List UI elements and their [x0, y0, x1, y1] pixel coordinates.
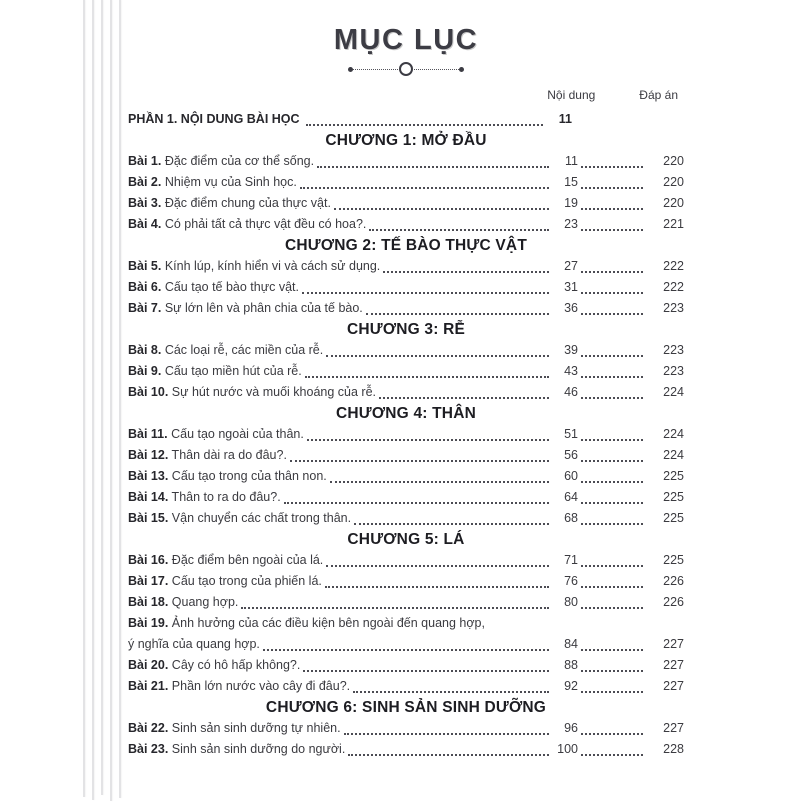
dot-leader: [241, 607, 549, 609]
toc-row: [128, 298, 684, 319]
toc-row: [128, 151, 684, 172]
toc-row: [128, 424, 684, 445]
toc-item-label: Bài 20.: [128, 658, 169, 672]
content-page-number: 92: [564, 679, 578, 693]
toc-item-title: Ảnh hưởng của các điều kiện bên ngoài đến quang hợp,: [168, 616, 485, 630]
title-divider: [348, 63, 464, 75]
divider-line: [353, 69, 398, 70]
content-page-number: 43: [564, 364, 578, 378]
dot-leader: [581, 208, 643, 210]
column-header-content: Nội dung: [547, 88, 596, 102]
divider-dot-icon: [459, 67, 464, 72]
toc-row: [128, 571, 684, 592]
content-page-number: 27: [564, 259, 578, 273]
toc-item-title: Thân to ra do đâu?.: [168, 490, 281, 504]
dot-leader: [581, 460, 643, 462]
toc-item-title: Đặc điểm bên ngoài của lá.: [168, 553, 324, 567]
content-page-number: 96: [564, 721, 578, 735]
toc-item-title: ý nghĩa của quang hợp.: [128, 637, 260, 651]
dot-leader: [306, 124, 543, 126]
dot-leader: [581, 733, 643, 735]
toc-item-label: Bài 17.: [128, 574, 169, 588]
page-edge-line: [119, 0, 121, 798]
content-page-number: 11: [558, 112, 572, 126]
toc-item-label: Bài 5.: [128, 259, 162, 273]
toc-item-title: Vận chuyển các chất trong thân.: [168, 511, 352, 525]
dot-leader: [325, 586, 549, 588]
answer-page-number: 223: [663, 301, 684, 315]
toc-row: [128, 193, 684, 214]
toc-item-title: Sinh sản sinh dưỡng tự nhiên.: [168, 721, 341, 735]
dot-leader: [581, 166, 643, 168]
toc-item-label: Bài 6.: [128, 280, 162, 294]
answer-page-number: 228: [663, 742, 684, 756]
page-edge-line: [83, 0, 85, 797]
toc-item-label: Bài 3.: [128, 196, 162, 210]
dot-leader: [305, 376, 549, 378]
toc-row: [128, 256, 684, 277]
toc-item-label: Bài 14.: [128, 490, 169, 504]
dot-leader: [581, 586, 643, 588]
page-edge-line: [110, 0, 112, 801]
dot-leader: [581, 439, 643, 441]
answer-page-number: 224: [663, 385, 684, 399]
dot-leader: [581, 397, 643, 399]
content-page-number: 64: [564, 490, 578, 504]
dot-leader: [581, 229, 643, 231]
answer-page-number: 221: [663, 217, 684, 231]
content-page-number: 71: [564, 553, 578, 567]
toc-row: [128, 592, 684, 613]
content-page-number: 46: [564, 385, 578, 399]
toc-item-title: Phần lớn nước vào cây đi đâu?.: [168, 679, 351, 693]
toc-item-title: Quang hợp.: [168, 595, 239, 609]
toc-item-title: Cấu tạo ngoài của thân.: [167, 427, 304, 441]
answer-page-number: 224: [663, 448, 684, 462]
toc-item-label: Bài 2.: [128, 175, 162, 189]
dot-leader: [284, 502, 549, 504]
dot-leader: [581, 649, 643, 651]
content-page-number: 51: [564, 427, 578, 441]
divider-ring-icon: [399, 62, 413, 76]
content-page-number: 76: [564, 574, 578, 588]
dot-leader: [366, 313, 549, 315]
content-page-number: 31: [564, 280, 578, 294]
toc-item-label: Bài 4.: [128, 217, 162, 231]
dot-leader: [581, 670, 643, 672]
toc-item-title: Nhiệm vụ của Sinh học.: [161, 175, 297, 189]
column-headers: [128, 88, 684, 102]
toc-row: [128, 466, 684, 487]
dot-leader: [326, 565, 549, 567]
toc-row: [128, 214, 684, 235]
toc-item-title: Cấu tạo trong của thân non.: [168, 469, 327, 483]
toc-item-title: Có phải tất cả thực vật đều có hoa?.: [161, 217, 367, 231]
answer-page-number: 223: [663, 343, 684, 357]
content-page-number: 60: [564, 469, 578, 483]
content-page-number: 68: [564, 511, 578, 525]
content-page-number: 80: [564, 595, 578, 609]
column-header-answer: Đáp án: [639, 88, 678, 102]
dot-leader: [581, 502, 643, 504]
dot-leader: [317, 166, 549, 168]
chapter-heading: CHƯƠNG 1: MỞ ĐẦU: [325, 132, 487, 149]
page-edge-line: [92, 0, 94, 800]
toc-row: [128, 382, 684, 403]
dot-leader: [581, 355, 643, 357]
toc-item-title: Cấu tạo miền hút của rễ.: [161, 364, 302, 378]
answer-page-number: 226: [663, 595, 684, 609]
chapter-heading: CHƯƠNG 6: SINH SẢN SINH DƯỠNG: [265, 699, 547, 716]
answer-page-number: 227: [663, 721, 684, 735]
toc-row: [128, 340, 684, 361]
page-title: MỤC LỤC: [333, 24, 479, 56]
content-page-number: 56: [564, 448, 578, 462]
toc-item-label: Bài 13.: [128, 469, 169, 483]
toc-row: [128, 739, 684, 760]
dot-leader: [379, 397, 549, 399]
toc-row: [128, 676, 684, 697]
toc-item-label: Bài 19.: [128, 616, 169, 630]
toc-item-title: Thân dài ra do đâu?.: [168, 448, 287, 462]
dot-leader: [334, 208, 549, 210]
answer-page-number: 227: [663, 679, 684, 693]
dot-leader: [354, 523, 549, 525]
toc-item-title: Sự lớn lên và phân chia của tế bào.: [161, 301, 363, 315]
content-page-number: 36: [564, 301, 578, 315]
toc-item-title: Các loại rễ, các miền của rễ.: [161, 343, 324, 357]
toc-row: [128, 550, 684, 571]
answer-page-number: 225: [663, 553, 684, 567]
dot-leader: [581, 754, 643, 756]
toc-item-label: Bài 15.: [128, 511, 169, 525]
dot-leader: [383, 271, 549, 273]
toc-row: [128, 634, 684, 655]
toc-item-title: Cây có hô hấp không?.: [168, 658, 301, 672]
content-page-number: 100: [557, 742, 578, 756]
toc-item-title: Cấu tạo tế bào thực vật.: [161, 280, 299, 294]
toc-item-label: Bài 7.: [128, 301, 162, 315]
answer-page-number: 225: [663, 490, 684, 504]
toc-row: [128, 277, 684, 298]
toc-item-title: Cấu tạo trong của phiến lá.: [168, 574, 322, 588]
dot-leader: [300, 187, 549, 189]
answer-page-number: 223: [663, 364, 684, 378]
toc-row: [128, 655, 684, 676]
answer-page-number: 220: [663, 154, 684, 168]
dot-leader: [290, 460, 549, 462]
toc-part-row: [128, 109, 684, 130]
toc-item-label: Bài 1.: [128, 154, 162, 168]
content-page-number: 19: [564, 196, 578, 210]
dot-leader: [581, 523, 643, 525]
chapter-heading: CHƯƠNG 3: RỄ: [346, 321, 466, 338]
toc-part-label: PHẦN 1. NỘI DUNG BÀI HỌC: [128, 112, 304, 126]
title-block: [128, 22, 684, 75]
dot-leader: [344, 733, 549, 735]
answer-page-number: 220: [663, 196, 684, 210]
answer-page-number: 222: [663, 280, 684, 294]
page-edge-line: [101, 0, 103, 795]
toc-row: [128, 718, 684, 739]
dot-leader: [263, 649, 549, 651]
dot-leader: [303, 670, 549, 672]
toc-item-label: Bài 22.: [128, 721, 169, 735]
toc-item-title: Đặc điểm của cơ thể sống.: [161, 154, 315, 168]
dot-leader: [353, 691, 549, 693]
answer-page-number: 227: [663, 637, 684, 651]
dot-leader: [581, 187, 643, 189]
dot-leader: [581, 271, 643, 273]
toc-item-label: Bài 8.: [128, 343, 162, 357]
dot-leader: [581, 292, 643, 294]
toc-item-label: Bài 18.: [128, 595, 169, 609]
dot-leader: [348, 754, 549, 756]
chapter-heading: CHƯƠNG 5: LÁ: [347, 531, 465, 548]
content-page-number: 39: [564, 343, 578, 357]
answer-page-number: 224: [663, 427, 684, 441]
dot-leader: [302, 292, 549, 294]
toc-item-label: Bài 12.: [128, 448, 169, 462]
dot-leader: [307, 439, 549, 441]
dot-leader: [581, 565, 643, 567]
toc-row: [128, 487, 684, 508]
toc-row: [128, 613, 684, 634]
toc-item-label: Bài 11.: [128, 427, 168, 441]
dot-leader: [330, 481, 549, 483]
toc-item-title: Sinh sản sinh dưỡng do người.: [168, 742, 346, 756]
dot-leader: [581, 376, 643, 378]
answer-page-number: 225: [663, 469, 684, 483]
content-page-number: 23: [564, 217, 578, 231]
answer-page-number: 220: [663, 175, 684, 189]
dot-leader: [581, 481, 643, 483]
toc-item-label: Bài 9.: [128, 364, 162, 378]
dot-leader: [369, 229, 549, 231]
toc-item-title: Đặc điểm chung của thực vật.: [161, 196, 331, 210]
toc-item-label: Bài 16.: [128, 553, 169, 567]
content-page-number: 88: [564, 658, 578, 672]
answer-page-number: 226: [663, 574, 684, 588]
answer-page-number: 222: [663, 259, 684, 273]
answer-page-number: 227: [663, 658, 684, 672]
toc-item-label: Bài 23.: [128, 742, 169, 756]
chapter-heading: CHƯƠNG 2: TẾ BÀO THỰC VẬT: [285, 237, 527, 254]
toc-row: [128, 508, 684, 529]
toc-item-title: Sự hút nước và muối khoáng của rễ.: [168, 385, 376, 399]
toc-item-label: Bài 10.: [128, 385, 169, 399]
dot-leader: [581, 607, 643, 609]
chapter-heading: CHƯƠNG 4: THÂN: [336, 405, 476, 422]
toc-item-title: Kính lúp, kính hiển vi và cách sử dụng.: [161, 259, 381, 273]
answer-page-number: 225: [663, 511, 684, 525]
dot-leader: [326, 355, 549, 357]
divider-line: [414, 69, 459, 70]
dot-leader: [581, 313, 643, 315]
toc-row: [128, 172, 684, 193]
dot-leader: [581, 691, 643, 693]
content-page-number: 11: [565, 154, 578, 168]
toc-item-label: Bài 21.: [128, 679, 169, 693]
content-page-number: 15: [564, 175, 578, 189]
content-page-number: 84: [564, 637, 578, 651]
page-content: [128, 0, 684, 760]
toc-list: [128, 109, 684, 760]
toc-row: [128, 361, 684, 382]
toc-row: [128, 445, 684, 466]
